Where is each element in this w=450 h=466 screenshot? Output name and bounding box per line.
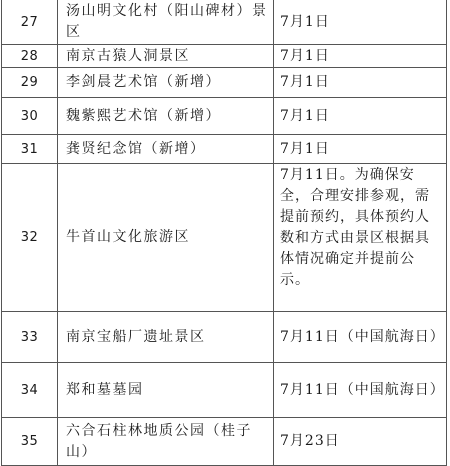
row-number: 27 xyxy=(2,0,58,45)
table-row xyxy=(2,418,447,466)
table-row xyxy=(2,0,447,45)
reopen-date: 7月11日（中国航海日） xyxy=(274,312,447,363)
row-number: 31 xyxy=(2,135,58,164)
reopen-date: 7月1日 xyxy=(274,98,447,135)
row-number: 34 xyxy=(2,363,58,418)
table-row xyxy=(2,68,447,98)
scenic-spot-name: 汤山明文化村（阳山碑材）景区 xyxy=(58,0,274,45)
table-row xyxy=(2,135,447,164)
scenic-spot-name: 李剑晨艺术馆（新增） xyxy=(58,68,274,98)
scenic-spot-name: 郑和墓墓园 xyxy=(58,363,274,418)
row-number: 30 xyxy=(2,98,58,135)
reopen-date: 7月1日 xyxy=(274,68,447,98)
scenic-spots-table xyxy=(1,0,447,466)
row-number: 28 xyxy=(2,45,58,68)
scenic-spot-name: 南京古猿人洞景区 xyxy=(58,45,274,68)
scenic-spot-name: 六合石柱林地质公园（桂子山） xyxy=(58,418,274,466)
row-number: 32 xyxy=(2,164,58,312)
scenic-spot-name: 龚贤纪念馆（新增） xyxy=(58,135,274,164)
table-row xyxy=(2,45,447,68)
row-number: 35 xyxy=(2,418,58,466)
table-row xyxy=(2,98,447,135)
table-row xyxy=(2,363,447,418)
row-number: 29 xyxy=(2,68,58,98)
reopen-date: 7月11日（中国航海日） xyxy=(274,363,447,418)
scenic-spot-name: 南京宝船厂遗址景区 xyxy=(58,312,274,363)
reopen-date: 7月23日 xyxy=(274,418,447,466)
reopen-date: 7月1日 xyxy=(274,135,447,164)
scenic-spot-name: 牛首山文化旅游区 xyxy=(58,164,274,312)
reopen-date: 7月11日。为确保安全，合理安排参观，需提前预约，具体预约人数和方式由景区根据具体情况确定并提前公示。 xyxy=(274,164,447,312)
table-row xyxy=(2,164,447,312)
reopen-date: 7月1日 xyxy=(274,45,447,68)
scenic-spot-name: 魏紫熙艺术馆（新增） xyxy=(58,98,274,135)
row-number: 33 xyxy=(2,312,58,363)
table-row xyxy=(2,312,447,363)
reopen-date: 7月1日 xyxy=(274,0,447,45)
